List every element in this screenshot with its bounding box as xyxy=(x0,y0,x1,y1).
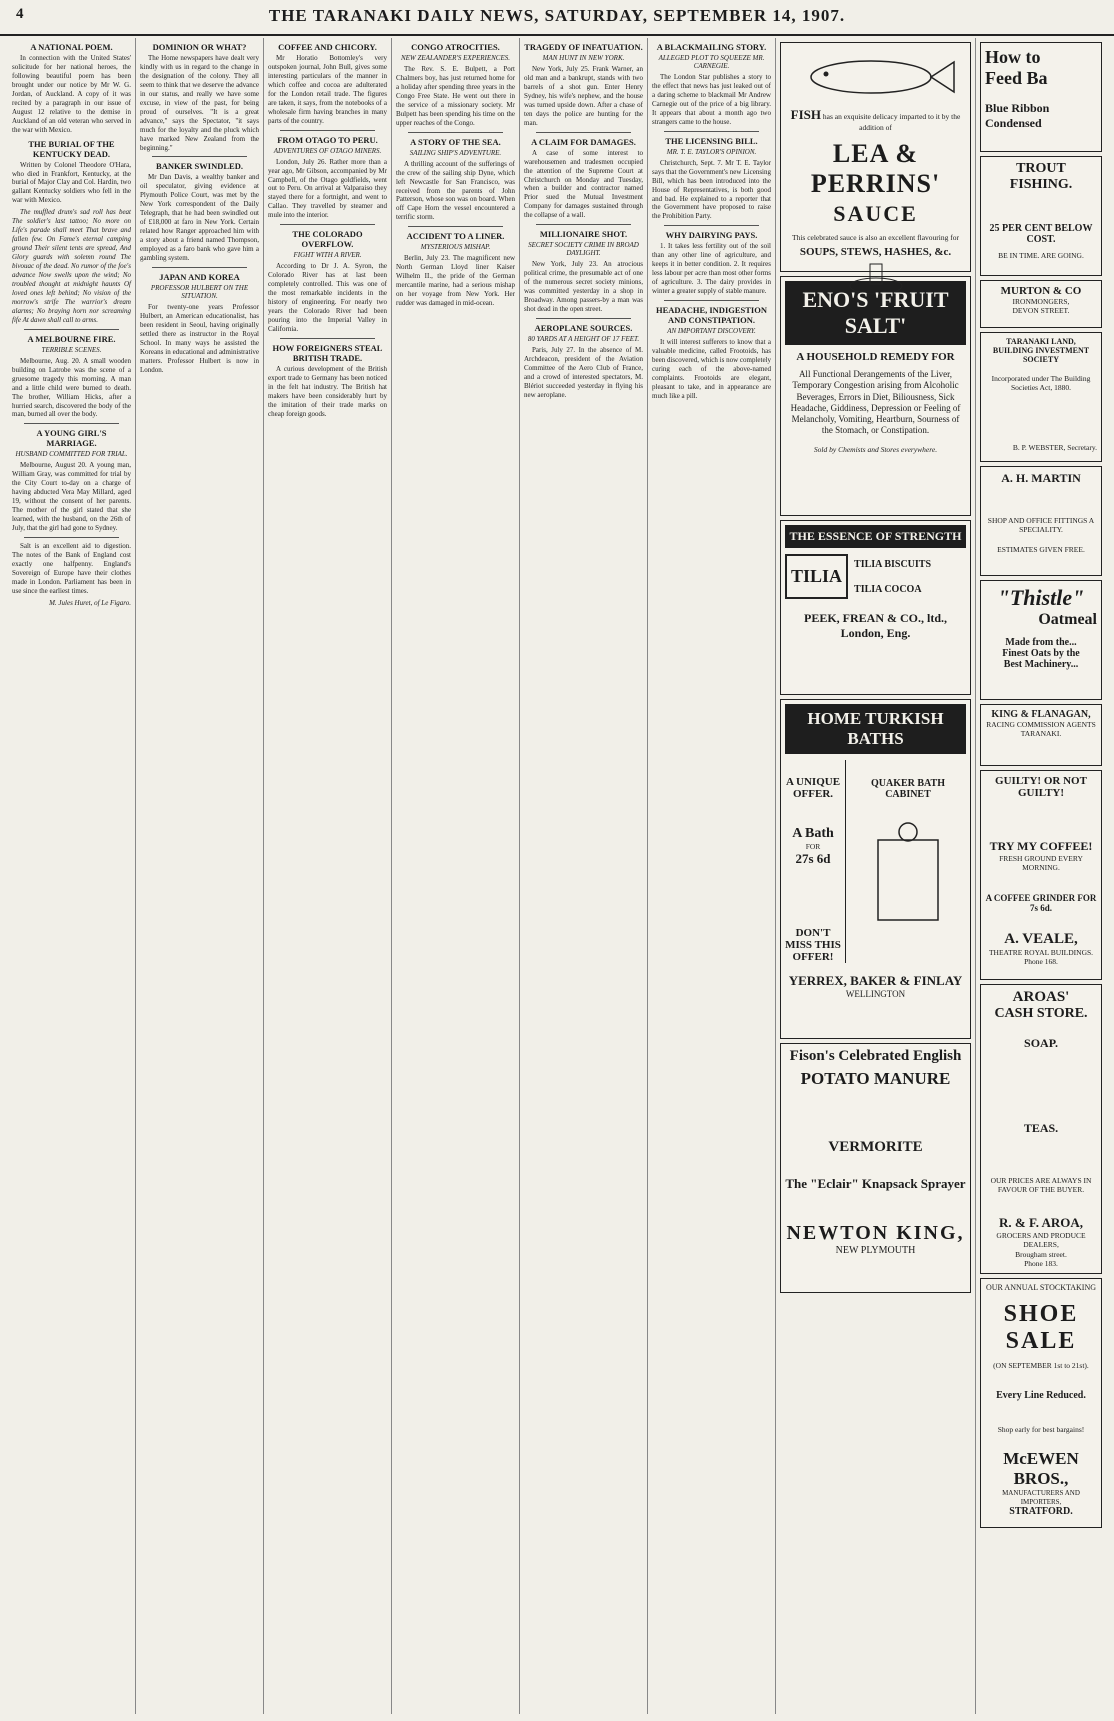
newspaper-title: THE TARANAKI DAILY NEWS, SATURDAY, SEPTEMBER 14, 1907. xyxy=(268,6,846,25)
tilia-logo: TILIA xyxy=(785,554,848,599)
subheadline: SAILING SHIP'S ADVENTURE. xyxy=(409,148,502,157)
ad-text: TEAS. xyxy=(1023,1121,1059,1135)
ad-text: WELLINGTON xyxy=(845,989,906,1000)
fish-icon xyxy=(785,47,966,107)
article-text: In connection with the United States' solicitude for her national heroes, the following beautiful poem has been brought under our notice by Mr W. G. Jordan, of Auckland. A copy of it was recited by a paragraph in our issue of August 12 relative to the demise in Auckland of an old veteran who served in the war with Mexico. xyxy=(12,54,131,134)
article-text: A thrilling account of the sufferings of the crew of the sailing ship Dyne, which left Newcastle for San Francisco, was received from the parents of John Patterson, whose son was on board. When off Cape Horn the vessel encountered a terrific storm. xyxy=(396,159,515,222)
column-1 xyxy=(8,38,136,1714)
divider xyxy=(664,225,759,226)
ad-text: Every Line Reduced. xyxy=(996,1390,1086,1402)
ad-text: Finest Oats by the xyxy=(1002,648,1080,659)
headline: JAPAN AND KOREA xyxy=(159,272,240,283)
divider xyxy=(280,224,375,225)
bath-cabinet-icon xyxy=(850,800,966,950)
headline: MILLIONAIRE SHOT. xyxy=(539,229,628,240)
ad-text: KING & FLANAGAN, xyxy=(991,709,1091,720)
headline: ACCIDENT TO A LINER. xyxy=(406,231,505,242)
ad-text: Brougham street. xyxy=(1015,1249,1067,1259)
headline: A YOUNG GIRL'S MARRIAGE. xyxy=(36,428,107,449)
divider xyxy=(152,156,247,157)
thistle-oatmeal-ad xyxy=(980,580,1102,700)
ad-text: How to xyxy=(985,47,1041,67)
ad-text: This celebrated sauce is also an excellent flavouring for xyxy=(791,232,959,242)
ad-text: Condensed xyxy=(985,116,1042,130)
building-society-ad xyxy=(980,332,1102,462)
ad-text: SALE xyxy=(1005,1328,1077,1354)
article-text: Mr Dan Davis, a wealthy banker and oil speculator, giving evidence at Plymouth Police Court, was met by the New York correspondent of the Daily Telegraph, that he had been swindled out of £18,000 at faro in New York. Certain related how Ranger approached him with a story about a friend named Thompson, employed as a faro bank who gave him a gambling system. xyxy=(140,173,259,263)
subheadline: ADVENTURES OF OTAGO MINERS. xyxy=(273,146,382,155)
ad-text: A HOUSEHOLD REMEDY FOR xyxy=(796,351,955,363)
article-text: According to Dr J. A. Syron, the Colorado River has at last been completely controlled. This was one of the most remarkable incidents in the history of engineering. For nearly two years the Colorado River had been pouring into the Imperial Valley in California. xyxy=(268,262,387,333)
ad-text: DON'T MISS THIS OFFER! xyxy=(785,927,841,964)
headline: A CLAIM FOR DAMAGES. xyxy=(531,136,636,147)
column-5 xyxy=(520,38,648,1714)
ad-text: MURTON & CO xyxy=(1000,285,1082,297)
ad-text: FRESH GROUND EVERY MORNING. xyxy=(999,854,1083,873)
headline: DOMINION OR WHAT? xyxy=(152,42,247,52)
article-text: London, July 26. Rather more than a year ago, Mr Gibson, accompanied by Mr Campbell, of the Otago goldfields, went out to Peru. On arrival at Valparaiso they stayed there for a fortnight, and went to Callao. They travelled by steamer and mule into the interior. xyxy=(268,157,387,220)
column-2 xyxy=(136,38,264,1714)
article-text: A curious development of the British export trade to Germany has been noticed in the felt hat industry. The British hat makers have been considerably hurt by the imitation of their trade marks on cheap foreign goods. xyxy=(268,364,387,418)
article-text: 1. It takes less fertility out of the soil than any other line of agriculture, and keeps it in better condition. 2. It requires less labour per acre than most other forms of agriculture. 3. The dairy provides in winter a greater supply of stable manure. xyxy=(652,242,771,296)
ad-text: All Functional Derangements of the Liver, Temporary Congestion arising from Alcoholic Beverages, Errors in Diet, Biliousness, Sick Headache, Giddiness, Depression or Feeling of Melancholy, Vomiting, Heartburn, Sourness of the Stomach, or Constipation. xyxy=(790,369,961,436)
ad-text: NEWTON KING, xyxy=(786,1222,965,1244)
headline: CONGO ATROCITIES. xyxy=(411,42,500,52)
ad-text: PEEK, FREAN & CO., ltd., London, Eng. xyxy=(803,611,947,640)
divider xyxy=(536,224,631,225)
ad-text: Blue Ribbon xyxy=(985,101,1050,115)
murton-ad xyxy=(980,280,1102,328)
lea-perrins-brand: LEA & PERRINS' xyxy=(810,138,941,198)
turkish-baths-heading: HOME TURKISH BATHS xyxy=(785,704,966,754)
ad-text: 27s 6d xyxy=(795,851,831,867)
divider xyxy=(536,132,631,133)
ad-text: ESTIMATES GIVEN FREE. xyxy=(997,544,1085,554)
ad-text: Best Machinery... xyxy=(1003,659,1079,670)
ad-text: R. & F. AROA, xyxy=(998,1214,1084,1230)
ad-text: OUR PRICES ARE ALWAYS IN FAVOUR OF THE BUYER. xyxy=(990,1176,1092,1195)
ad-text: SHOP AND OFFICE FITTINGS A SPECIALITY. xyxy=(987,516,1095,535)
aroas-store-ad xyxy=(980,984,1102,1274)
ad-text: TARANAKI. xyxy=(1020,729,1062,739)
article-text: Berlin, July 23. The magnificent new North German Lloyd liner Kaiser Wilhelm II., the pride of the German mercantile marine, had a serious mishap on her voyage from New York. Her rudder was damaged in mid-ocean. xyxy=(396,254,515,308)
ad-text: A UNIQUE OFFER. xyxy=(785,776,841,800)
ad-text: A. VEALE, xyxy=(1004,930,1078,947)
columns xyxy=(8,38,1106,1714)
article-text: Salt is an excellent aid to digestion. The notes of the Bank of England cost exactly one halfpenny. England's Sovereign of Europe have their clothes made in London. Parliament has been in use since the earliest times. xyxy=(12,542,131,595)
divider xyxy=(408,226,503,227)
blue-ribbon-ad xyxy=(980,42,1102,152)
divider xyxy=(536,318,631,319)
ad-text: SHOE xyxy=(1003,1301,1079,1327)
turkish-baths-ad xyxy=(780,699,971,1039)
ad-text: TARANAKI LAND, BUILDING INVESTMENT SOCIETY xyxy=(992,337,1090,364)
trout-fishing-ad xyxy=(980,156,1102,276)
ad-text: Made from the... xyxy=(1005,637,1077,648)
divider xyxy=(664,131,759,132)
headline: HOW FOREIGNERS STEAL BRITISH TRADE. xyxy=(272,342,383,363)
article-text: It will interest sufferers to know that a valuable medicine, called Frootoids, has been discovered, which is now completely curing each of the above-named complaints. Frootoids are elegant, pleasant to take, and in appearance are much like a pill. xyxy=(652,338,771,400)
ad-text: 25 PER CENT BELOW COST. xyxy=(989,223,1093,245)
headline: AEROPLANE SOURCES. xyxy=(534,323,633,334)
headline: A BLACKMAILING STORY. xyxy=(656,42,767,52)
subheadline: NEW ZEALANDER'S EXPERIENCES. xyxy=(400,54,510,62)
ad-text: VERMORITE xyxy=(828,1139,923,1155)
article-text: Christchurch, Sept. 7. Mr T. E. Taylor says that the Government's new Licensing Bill, which has been introduced into the House of Representatives, is both good and bad. He explained to a reporter that the Government have proposed to raise the Prohibition Party. xyxy=(652,158,771,221)
ad-text: TILIA COCOA xyxy=(854,583,922,595)
ad-text: Phone 168. xyxy=(1024,957,1058,967)
column-7-ads xyxy=(776,38,976,1714)
ad-text: McEWEN xyxy=(1003,1448,1079,1468)
ad-text: has an exquisite delicacy imparted to it by the addition of xyxy=(822,112,961,133)
subheadline: MAN HUNT IN NEW YORK. xyxy=(542,54,625,62)
ad-text: SOAP. xyxy=(1024,1036,1058,1050)
ad-text: AROAS' xyxy=(1012,989,1070,1005)
ad-text: TILIA BISCUITS xyxy=(854,558,932,570)
poem-text: The muffled drum's sad roll has beat The soldier's last tattoo; No more on Life's parade shall meet That brave and fallen few. On Fame's eternal camping ground Their silent tents are spread, And Glory guards with solemn round The bivouac of the dead. No rumor of the foe's advance Now swells upon the wind; No troubled thought at midnight haunts Of loved ones left behind; No vision of the morrow's strife The warrior's dream alarms; No braying horn nor screaming fife At dawn shall call to arms. xyxy=(12,208,131,324)
headline: A NATIONAL POEM. xyxy=(30,42,113,52)
article-text: Melbourne, Aug. 20. A small wooden building on Latrobe was the scene of a gruesome tragedy this morning. A man and a little child were burned to death. The brother, William Hicks, after a hurried search, discovered the body of the man, burned all over the body. xyxy=(12,356,131,419)
ad-text: SOUPS, STEWS, HASHES, &c. xyxy=(799,246,952,258)
subheadline: FIGHT WITH A RIVER. xyxy=(293,251,362,260)
article-text: The Rev. S. E. Bulpett, a Port Chalmers boy, has just returned home for a holiday after spending three years in the Congo Free State. He went out there in the service of a missionary society. Mr Bulpett has been spending his time on the upper reaches of the Congo. xyxy=(396,65,515,127)
eno-fruit-salt-ad xyxy=(780,276,971,516)
tilia-heading: THE ESSENCE OF STRENGTH xyxy=(785,525,966,548)
subheadline: HUSBAND COMMITTED FOR TRIAL. xyxy=(15,450,128,459)
subheadline: SECRET SOCIETY CRIME IN BROAD DAYLIGHT. xyxy=(528,241,639,258)
ad-text: "Thistle" xyxy=(997,585,1085,610)
page-number: 4 xyxy=(16,6,24,22)
divider xyxy=(24,329,119,330)
ad-text: The "Eclair" Knapsack Sprayer xyxy=(785,1176,966,1191)
credit-line: M. Jules Huret, of Le Figaro. xyxy=(49,598,131,607)
column-4 xyxy=(392,38,520,1714)
ad-text: CASH STORE. xyxy=(994,1006,1088,1021)
article-text: Written by Colonel Theodore O'Hara, who died in Frankfort, Kentucky, at the burial of Major Clay and Col. Hardin, two gallant Kentucky soldiers who fell in the war with Mexico. xyxy=(12,160,131,205)
ad-text: TROUT xyxy=(1016,161,1066,176)
ad-text: FOR xyxy=(805,842,821,851)
ad-text: A COFFEE GRINDER FOR 7s 6d. xyxy=(985,892,1097,913)
article-text: Melbourne, August 20. A young man, William Gray, was committed for trial by the City Court to-day on a charge of having abducted Vera May Millard, aged 19, without the consent of her parents. The mother of the girl stated that she learned, with the husband, on the 26th of July, that the girl had gone to Sydney. xyxy=(12,461,131,533)
ad-text: FISHING. xyxy=(1009,177,1073,192)
veale-coffee-ad xyxy=(980,770,1102,980)
article-text: A case of some interest to warehousemen and tradesmen occupied the attention of the Supreme Court at Christchurch on Monday and Tuesday, when a builder and contractor named Prior sued the Mutual Investment Company for damages sustained through the collapse of a wall. xyxy=(524,148,643,220)
ad-text: (ON SEPTEMBER 1st to 21st). xyxy=(993,1361,1089,1370)
divider xyxy=(280,130,375,131)
article-text: New York, July 23. An atrocious political crime, the presumable act of one of the numerous secret society minions, was committed yesterday in a shop in Broadway. Among passers-by a man was shot dead in the open street. xyxy=(524,260,643,314)
headline: THE LICENSING BILL. xyxy=(665,135,758,146)
headline: BANKER SWINDLED. xyxy=(156,161,243,172)
ad-text: GUILTY! OR NOT GUILTY! xyxy=(995,775,1087,799)
king-flanagan-ad xyxy=(980,704,1102,766)
column-3 xyxy=(264,38,392,1714)
masthead xyxy=(0,0,1114,36)
subheadline: PROFESSOR HULBERT ON THE SITUATION. xyxy=(150,284,249,301)
martin-ad xyxy=(980,466,1102,576)
ad-text: Sold by Chemists and Stores everywhere. xyxy=(813,444,938,454)
ad-text: TRY MY COFFEE! xyxy=(989,839,1093,853)
headline: WHY DAIRYING PAYS. xyxy=(665,230,758,241)
ad-text: IRONMONGERS, xyxy=(1012,297,1070,306)
ad-text: GROCERS AND PRODUCE DEALERS, xyxy=(996,1230,1086,1250)
ad-text: OUR ANNUAL STOCKTAKING xyxy=(985,1283,1097,1292)
ad-text: Fison's Celebrated English xyxy=(789,1048,962,1064)
ad-text: BE IN TIME. ARE GOING. xyxy=(998,251,1084,260)
ad-text: NEW PLYMOUTH xyxy=(835,1245,916,1256)
ad-text: Feed Ba xyxy=(985,68,1048,88)
ad-text: THEATRE ROYAL BUILDINGS. xyxy=(988,947,1094,957)
subheadline: AN IMPORTANT DISCOVERY. xyxy=(667,327,756,336)
article-text: Mr Horatio Bottomley's very outspoken journal, John Bull, gives some interesting particulars of the manner in which coffee and cocoa are adulterated for the London retail trade. The figures are taken, it says, from the notebooks of a wholesale firm having branches in many parts of the country. xyxy=(268,54,387,125)
tilia-ad xyxy=(780,520,971,695)
headline: FROM OTAGO TO PERU. xyxy=(277,134,378,145)
article-text: New York, July 25. Frank Warner, an old man and a bankrupt, stands with two barrels of a shot gun. Enter Henry Sydney, his wife's nephew, and the house was turned upside down. After a chase of ten days the police are hunting for the man. xyxy=(524,65,643,127)
column-6 xyxy=(648,38,776,1714)
fison-manure-ad xyxy=(780,1043,971,1293)
subheadline: MR. T. E. TAYLOR'S OPINION. xyxy=(666,147,757,156)
divider xyxy=(24,537,119,538)
ad-text: BROS., xyxy=(1013,1468,1069,1488)
ad-text: YERREX, BAKER & FINLAY xyxy=(788,973,963,989)
ad-text: Phone 183. xyxy=(1024,1258,1058,1268)
headline: THE COLORADO OVERFLOW. xyxy=(292,229,363,250)
divider xyxy=(664,300,759,301)
divider xyxy=(408,132,503,133)
ad-text: A Bath xyxy=(792,826,834,841)
ad-text: Oatmeal xyxy=(1038,611,1097,628)
sauce-title: SAUCE xyxy=(833,200,918,226)
subheadline: MYSTERIOUS MISHAP. xyxy=(420,243,491,252)
divider xyxy=(152,267,247,268)
column-8-ads xyxy=(976,38,1106,1714)
fish-word: FISH xyxy=(790,107,821,122)
shoe-sale-ad xyxy=(980,1278,1102,1528)
headline: COFFEE AND CHICORY. xyxy=(278,42,377,52)
subheadline: TERRIBLE SCENES. xyxy=(41,345,102,354)
article-text: The Home newspapers have dealt very kindly with us in regard to the change in the designation of the colony. They all seem to think that we deserve the advance in our status, and really we have some excuse, in view of the past, for being proud of ourselves. "It is a great advance," says the Spectator, "it says much for the loyalty and the pluck which have marked New Zealand from the beginning." xyxy=(140,54,259,152)
headline: HEADACHE, INDIGESTION AND CONSTIPATION. xyxy=(656,305,767,326)
subheadline: ALLEGED PLOT TO SQUEEZE MR. CARNEGIE. xyxy=(658,54,765,70)
subheadline: 80 YARDS AT A HEIGHT OF 17 FEET. xyxy=(527,335,640,344)
ad-text: Incorporated under The Building Societies Act, 1880. xyxy=(991,374,1091,393)
ad-text: Shop early for best bargains! xyxy=(997,1425,1085,1435)
headline: A MELBOURNE FIRE. xyxy=(27,333,116,344)
divider xyxy=(280,338,375,339)
divider xyxy=(24,423,119,424)
eno-brand: ENO'S 'FRUIT SALT' xyxy=(785,281,966,345)
article-text: For twenty-one years Professor Hulbert, an American educationalist, has been resident in Seoul, having originally settled there as instructor in the Royal School. In many ways he assisted the Koreans in educational and administrative matters. Professor Hulbert is now in London. xyxy=(140,303,259,374)
ad-text: QUAKER BATH CABINET xyxy=(871,778,945,800)
ad-text: B. P. WEBSTER, Secretary. xyxy=(1012,442,1097,452)
ad-text: DEVON STREET. xyxy=(1012,306,1070,316)
article-text: Paris, July 27. In the absence of M. Archdeacon, president of the Aviation Committee of the Aero Club of France, and a crowd of interested spectators, M. Blériot succeeded yesterday in flying his new aeroplane. xyxy=(524,346,643,399)
headline: THE BURIAL OF THE KENTUCKY DEAD. xyxy=(28,138,115,159)
ad-text: POTATO MANURE xyxy=(800,1069,951,1088)
article-text: The London Star publishes a story to the effect that news has just leaked out of a daring scheme to blackmail Mr Andrew Carnegie out of the price of a big library. It appears that about a month ago two strangers came to the house. xyxy=(652,73,771,126)
ad-text: RACING COMMISSION AGENTS xyxy=(986,720,1096,729)
headline: A STORY OF THE SEA. xyxy=(410,136,501,147)
ad-text: MANUFACTURERS AND IMPORTERS, xyxy=(1002,1488,1080,1506)
ad-text: A. H. MARTIN xyxy=(1001,471,1081,485)
ad-text: STRATFORD. xyxy=(1009,1506,1073,1518)
lea-perrins-ad xyxy=(780,42,971,272)
headline: TRAGEDY OF INFATUATION. xyxy=(524,42,643,52)
